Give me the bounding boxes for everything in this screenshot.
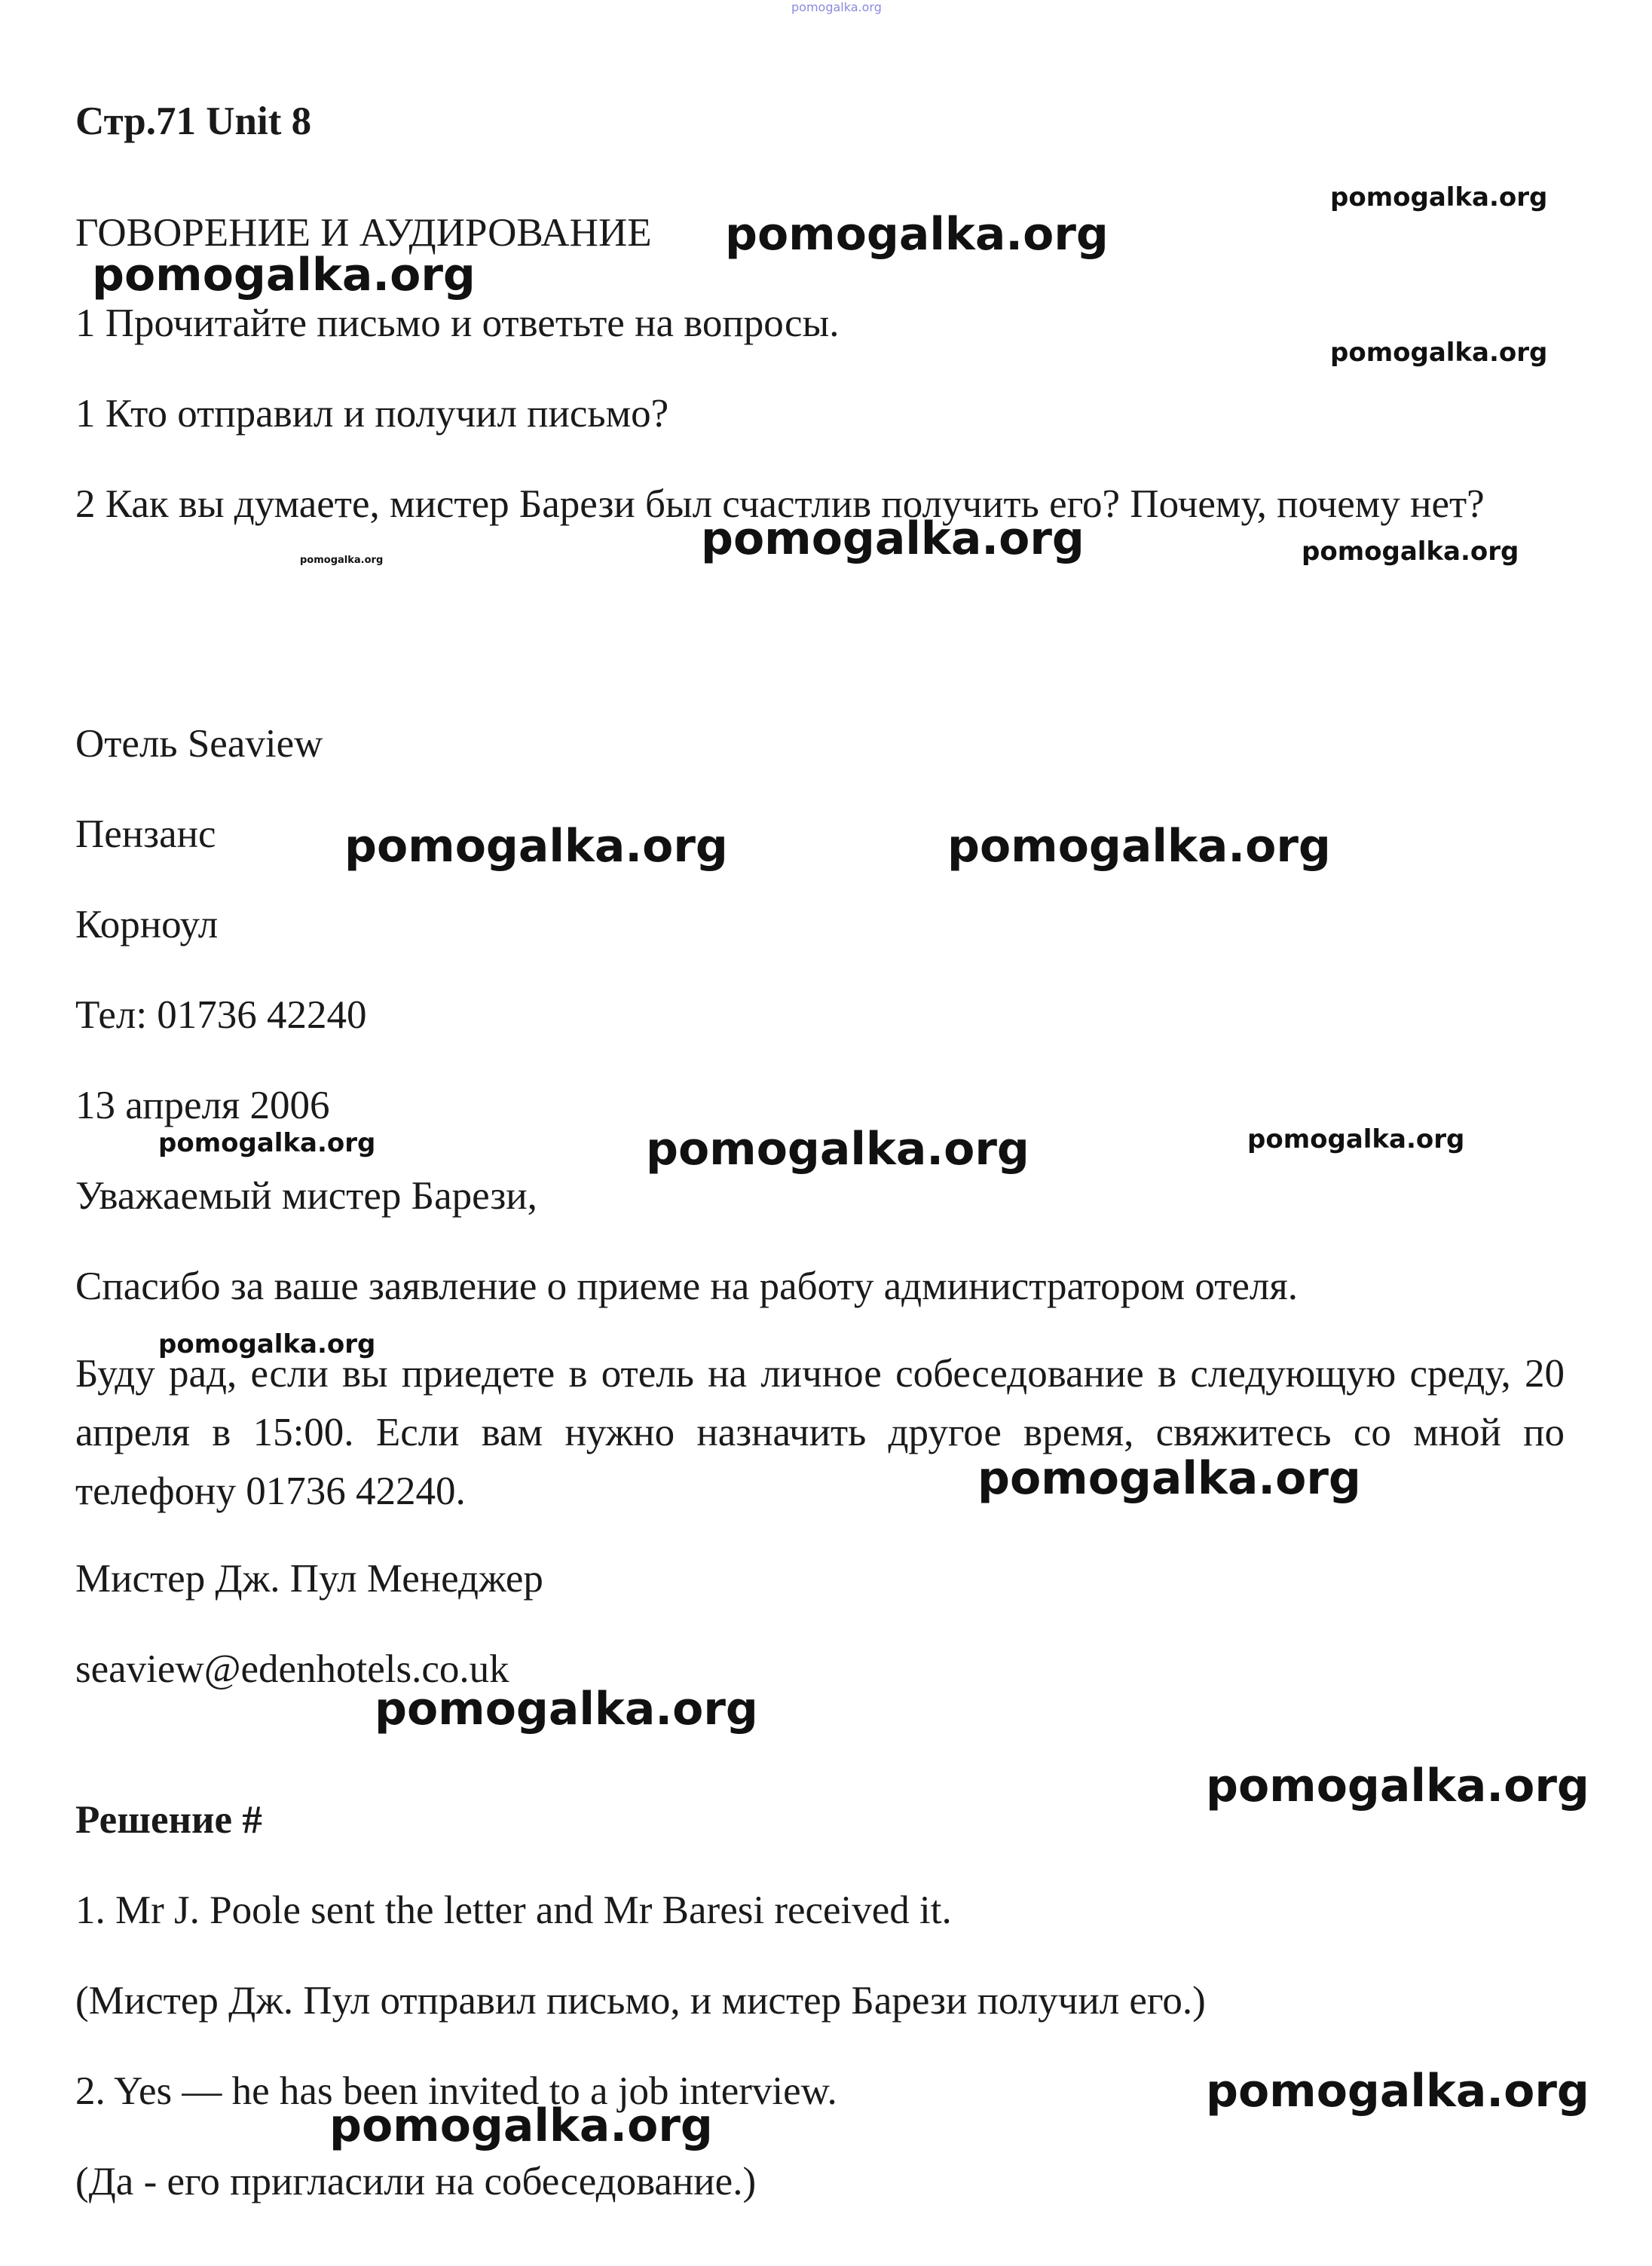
watermark-top: pomogalka.org bbox=[791, 0, 882, 14]
letter-address-line: Пензанс bbox=[75, 812, 216, 856]
watermark: pomogalka.org bbox=[701, 512, 1085, 565]
letter-address-line: Отель Seaview bbox=[75, 722, 323, 766]
watermark: pomogalka.org bbox=[158, 1128, 376, 1158]
letter-address-line: Корноул bbox=[75, 903, 219, 946]
letter-greeting: Уважаемый мистер Барези, bbox=[75, 1174, 537, 1218]
watermark: pomogalka.org bbox=[646, 1123, 1029, 1176]
watermark: pomogalka.org bbox=[158, 1329, 376, 1359]
answer-2: 2. Yes — he has been invited to a job interview. bbox=[75, 2069, 837, 2113]
watermark: pomogalka.org bbox=[344, 820, 728, 873]
watermark: pomogalka.org bbox=[1302, 537, 1519, 567]
letter-phone: Тел: 01736 42240 bbox=[75, 993, 367, 1037]
letter-body-1: Спасибо за ваше заявление о приеме на работу администратором отеля. bbox=[75, 1264, 1298, 1308]
watermark: pomogalka.org bbox=[300, 555, 384, 566]
answer-2-translation: (Да - его пригласили на собеседование.) bbox=[75, 2160, 757, 2203]
watermark: pomogalka.org bbox=[1206, 2065, 1589, 2118]
question-1: 1 Кто отправил и получил письмо? bbox=[75, 392, 669, 436]
section-heading: ГОВОРЕНИЕ И АУДИРОВАНИЕ bbox=[75, 211, 652, 255]
watermark: pomogalka.org bbox=[1330, 338, 1548, 368]
watermark: pomogalka.org bbox=[329, 2099, 713, 2152]
watermark: pomogalka.org bbox=[725, 208, 1109, 261]
watermark: pomogalka.org bbox=[947, 820, 1331, 873]
watermark: pomogalka.org bbox=[977, 1452, 1361, 1505]
letter-body-2: Буду рад, если вы приедете в отель на личное собеседование в следующую среду, 20 апреля в 15:00. Если вам нужно назначить другое время, свяжитесь со мной по телефону 01736 42240. bbox=[75, 1352, 1565, 1513]
answer-1: 1. Mr J. Poole sent the letter and Mr Baresi received it. bbox=[75, 1888, 952, 1932]
letter-email: seaview@edenhotels.co.uk bbox=[75, 1647, 509, 1691]
watermark: pomogalka.org bbox=[1330, 182, 1548, 213]
solution-heading: Решение # bbox=[75, 1798, 262, 1842]
task-instruction: 1 Прочитайте письмо и ответьте на вопросы. bbox=[75, 301, 840, 345]
page-title: Стр.71 Unit 8 bbox=[75, 99, 312, 143]
watermark: pomogalka.org bbox=[92, 249, 476, 301]
question-2: 2 Как вы думаете, мистер Барези был счастлив получить его? Почему, почему нет? bbox=[75, 482, 1485, 526]
answer-1-translation: (Мистер Дж. Пул отправил письмо, и мистер Барези получил его.) bbox=[75, 1979, 1206, 2023]
watermark: pomogalka.org bbox=[375, 1683, 758, 1735]
watermark: pomogalka.org bbox=[1247, 1124, 1465, 1154]
letter-signature: Мистер Дж. Пул Менеджер bbox=[75, 1557, 543, 1601]
letter-date: 13 апреля 2006 bbox=[75, 1084, 330, 1127]
watermark: pomogalka.org bbox=[1206, 1760, 1589, 1812]
